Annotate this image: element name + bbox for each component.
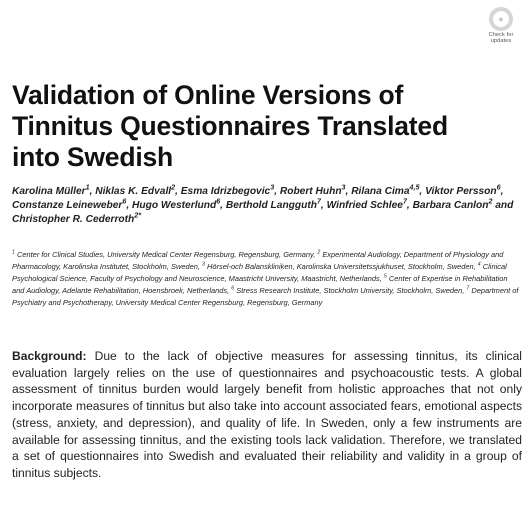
check-for-updates-label xyxy=(489,32,514,44)
author-affiliation-ref: 3 xyxy=(270,183,275,192)
author-affiliation-ref: 3 xyxy=(341,183,346,192)
article-title xyxy=(12,80,517,173)
author-name[interactable]: Rilana Cima xyxy=(351,186,410,197)
authors-and: and xyxy=(495,200,514,211)
author-name[interactable]: Hugo Westerlund xyxy=(132,200,217,211)
author-affiliation-ref: 2* xyxy=(134,211,142,220)
author-name[interactable]: Barbara Canlon xyxy=(412,200,489,211)
affiliation-number: 2 xyxy=(317,249,321,256)
affiliation-text: Experimental Audiology, Department of Physiology and Pharmacology, Karolinska Institutet, Stockholm, Sweden, xyxy=(12,250,504,271)
affiliation-text: Hörsel-och Balanskliniken, Karolinska Universitetssjukhuset, Stockholm, Sweden, xyxy=(204,262,476,271)
author-name[interactable]: Niklas K. Edvall xyxy=(95,186,172,197)
author-affiliation-ref: 2 xyxy=(171,183,176,192)
author-name[interactable]: Constanze Leineweber xyxy=(12,200,123,211)
abstract-text: Due to the lack of objective measures for assessing tinnitus, its clinical evaluation largely relies on the use of questionnaires and psychoacoustic tests. A global assessment of tinnitus burden would largely benefit from holistic approaches that not only incorporate measures of tinnitus but also take into account associated fears, emotional aspects (stress, anxiety, and depression), and quality of life. In Sweden, only a few instruments are available for assessing tinnitus, and the existing tools lack validation. Therefore, we translated a set of questionnaires into Swedish and evaluated their reliability and validity in a group of tinnitus subjects. xyxy=(12,349,522,480)
affiliation-text: Department of Psychiatry and Psychotherapy, University Medical Center Regensburg, Regensburg, Germany xyxy=(12,286,519,307)
affiliation-number: 4 xyxy=(477,261,481,268)
author-affiliation-ref: 6 xyxy=(122,197,127,206)
author-affiliation-ref: 7 xyxy=(316,197,321,206)
title-line-2: Tinnitus Questionnaires Translated xyxy=(12,111,448,141)
affiliation-number: 3 xyxy=(202,261,205,268)
author-affiliation-ref: 6 xyxy=(496,183,501,192)
author-name[interactable]: Winfried Schlee xyxy=(326,200,403,211)
affiliation-text: Center for Clinical Studies, University Medical Center Regensburg, Regensburg, Germany, xyxy=(14,250,316,259)
author-affiliation-ref: 6 xyxy=(216,197,221,206)
author-name[interactable]: Robert Huhn xyxy=(279,186,342,197)
title-line-1: Validation of Online Versions of xyxy=(12,80,404,110)
author-name[interactable]: Viktor Persson xyxy=(425,186,497,197)
author-affiliation-ref: 2 xyxy=(488,197,493,206)
author-list: Karolina Müller$^1$, Niklas K. Edvall$^2$, Esma Idrizbegovic$^3$, Robert Huhn$^3$, Rilana Cima$^{4,5}$, Viktor Persson$^6$, Constanze Leineweber$^6$, Hugo Westerlund$^6$, Berthold Langguth$^7$, Winfried Schlee$^7$, Barbara Canlon$^2$ and Christopher R. Cederroth$^{2*}$ xyxy=(12,183,514,225)
badge-line-2: updates xyxy=(490,38,512,44)
affiliation-list xyxy=(12,249,520,309)
affiliation-number: 7 xyxy=(466,285,470,292)
check-for-updates-icon: ● xyxy=(489,7,513,31)
author-name[interactable]: Berthold Langguth xyxy=(225,200,317,211)
affiliation-number: 5 xyxy=(383,273,387,280)
author-affiliation-ref: 1 xyxy=(85,183,90,192)
affiliation-text: Clinical Psychological Science, Faculty of Psychology and Neuroscience, Maastricht University, Maastricht, Netherlands, xyxy=(12,262,507,283)
affiliation-text: Stress Research Institute, Stockholm University, Stockholm, Sweden, xyxy=(234,286,465,295)
abstract xyxy=(12,348,522,482)
author-name[interactable]: Esma Idrizbegovic xyxy=(180,186,271,197)
abstract-heading: Background: xyxy=(12,349,87,363)
title-line-3: into Swedish xyxy=(12,142,174,172)
author-name[interactable]: Christopher R. Cederroth xyxy=(12,214,135,225)
check-for-updates-badge[interactable] xyxy=(481,7,521,45)
badge-line-1: Check for xyxy=(488,32,514,38)
author-affiliation-ref: 7 xyxy=(402,197,407,206)
author-affiliation-ref: 4,5 xyxy=(409,183,420,192)
affiliation-number: 1 xyxy=(12,249,15,256)
author-name[interactable]: Karolina Müller xyxy=(12,186,86,197)
affiliation-number: 6 xyxy=(231,285,235,292)
affiliation-text: Center of Expertise in Rehabilitation and Audiology, Adelante Rehabilitation, Hoensbroek, Netherlands, xyxy=(12,274,508,295)
